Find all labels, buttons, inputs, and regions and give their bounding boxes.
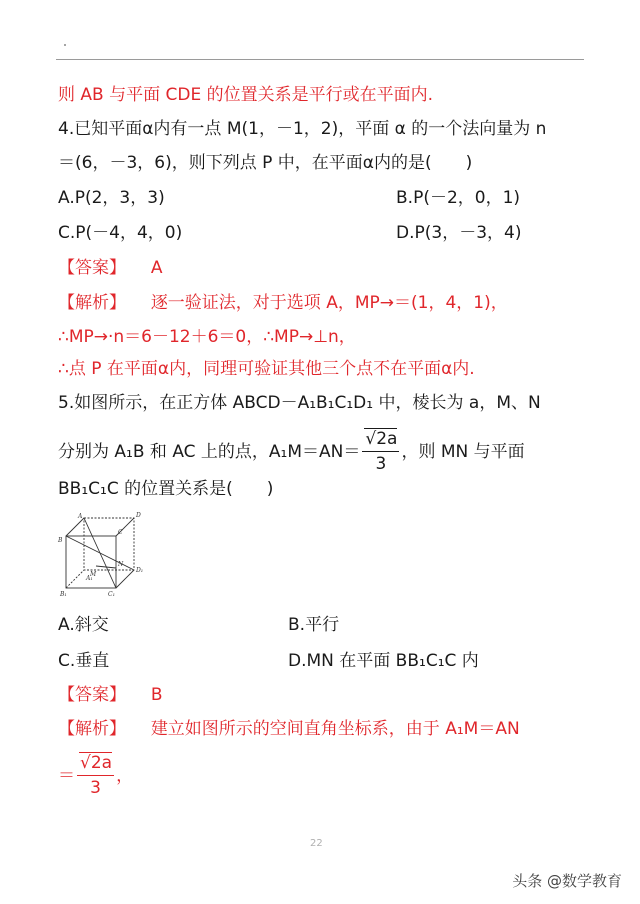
q4-analysis-line2: ∴MP→·n＝6－12＋6＝0，∴MP→⊥n， bbox=[58, 327, 356, 347]
q4-analysis-text1: 逐一验证法，对于选项 A，MP→＝(1，4，1)， bbox=[150, 293, 508, 313]
fig-label-c: C bbox=[118, 529, 123, 536]
q5-analysis-fraction-num: √2a bbox=[80, 753, 113, 773]
q5-answer-label: 【答案】 bbox=[58, 685, 126, 705]
q4-analysis-line1 bbox=[58, 292, 508, 314]
q5-option-b: B.平行 bbox=[288, 615, 340, 635]
q4-analysis-label: 【解析】 bbox=[58, 293, 126, 313]
q5-option-c: C.垂直 bbox=[58, 651, 110, 671]
q5-option-a: A.斜交 bbox=[58, 615, 109, 635]
fig-label-a1: A₁ bbox=[86, 575, 93, 582]
q5-stem-line2-post: ，则 MN 与平面 bbox=[401, 441, 525, 462]
fig-label-b1: B₁ bbox=[60, 591, 67, 598]
q4-option-d: D.P(3，－3，4) bbox=[396, 223, 522, 243]
q5-answer bbox=[58, 684, 162, 706]
q5-stem-line2-pre: 分别为 A₁B 和 AC 上的点，A₁M＝AN＝ bbox=[58, 441, 361, 462]
q4-option-c: C.P(－4，4，0) bbox=[58, 223, 183, 243]
fig-label-b: B bbox=[58, 537, 63, 544]
q5-stem-fraction-num: √2a bbox=[365, 429, 398, 449]
q5-analysis-text1: 建立如图所示的空间直角坐标系，由于 A₁M＝AN bbox=[150, 719, 520, 739]
fig-label-d1: D₁ bbox=[136, 567, 144, 574]
page-number: 22 bbox=[310, 838, 323, 849]
q5-answer-value: B bbox=[150, 685, 163, 705]
q4-stem-line1: 4.已知平面α内有一点 M(1，－1，2)，平面 α 的一个法向量为 n bbox=[58, 119, 547, 139]
q5-analysis-label: 【解析】 bbox=[58, 719, 126, 739]
q5-analysis-line2-post: ， bbox=[116, 765, 134, 786]
q5-stem-fraction bbox=[362, 428, 399, 475]
q5-stem-line3: BB₁C₁C 的位置关系是( ) bbox=[58, 479, 274, 499]
q5-analysis-line1 bbox=[58, 718, 520, 740]
header-dot bbox=[64, 44, 66, 46]
fig-label-m: M bbox=[90, 571, 97, 578]
q4-answer-label: 【答案】 bbox=[58, 258, 126, 278]
q5-option-d: D.MN 在平面 BB₁C₁C 内 bbox=[288, 651, 479, 671]
q4-answer-value: A bbox=[150, 258, 163, 278]
q4-option-b: B.P(－2，0，1) bbox=[396, 188, 521, 208]
q5-stem-line1: 5.如图所示，在正方体 ABCD－A₁B₁C₁D₁ 中，棱长为 a，M、N bbox=[58, 393, 541, 413]
q3-conclusion: 则 AB 与平面 CDE 的位置关系是平行或在平面内. bbox=[58, 85, 434, 105]
q4-stem-line2: ＝(6，－3，6)，则下列点 P 中，在平面α内的是( ) bbox=[58, 153, 473, 173]
q5-analysis-line2-pre: ＝ bbox=[58, 765, 75, 786]
q5-analysis-line2 bbox=[58, 752, 133, 799]
q4-analysis-line3: ∴点 P 在平面α内，同理可验证其他三个点不在平面α内. bbox=[58, 359, 475, 379]
fig-label-a: A bbox=[78, 513, 83, 520]
fig-label-d: D bbox=[136, 512, 141, 519]
q4-answer bbox=[58, 257, 162, 279]
q4-option-a: A.P(2，3，3) bbox=[58, 188, 165, 208]
q5-stem-fraction-den: 3 bbox=[375, 454, 387, 474]
q5-stem-line2 bbox=[58, 428, 525, 475]
watermark: 头条 @数学教育 bbox=[512, 872, 622, 890]
q5-analysis-fraction-den: 3 bbox=[90, 778, 101, 798]
q5-analysis-fraction bbox=[77, 752, 114, 799]
fig-label-c1: C₁ bbox=[108, 591, 115, 598]
header-rule bbox=[56, 59, 584, 60]
fig-label-n: N bbox=[118, 561, 124, 568]
cube-figure bbox=[56, 508, 156, 604]
